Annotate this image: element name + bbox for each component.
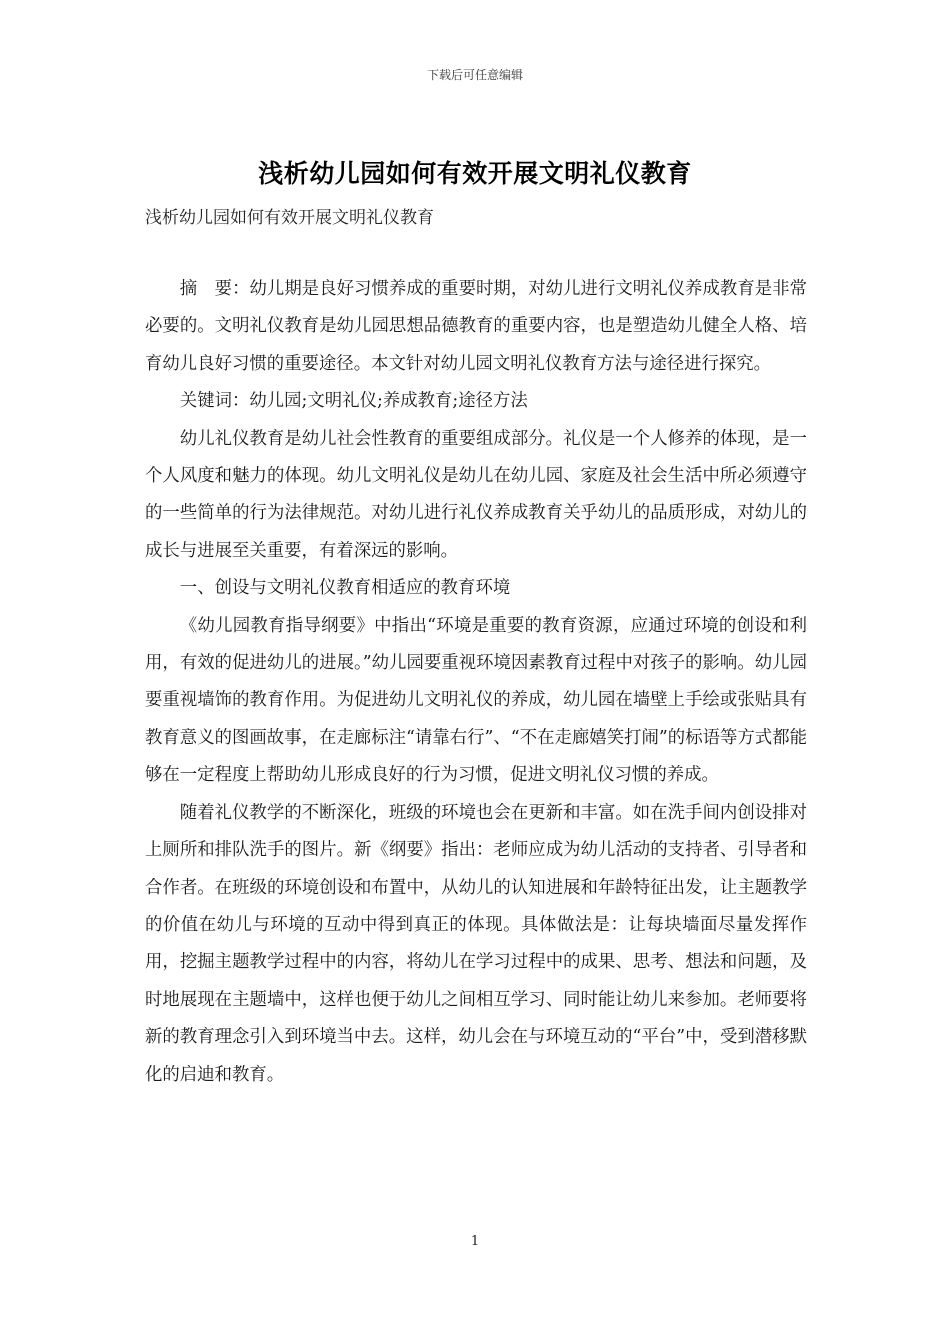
document-body xyxy=(145,271,807,1094)
document-subtitle: 浅析幼儿园如何有效开展文明礼仪教育 xyxy=(145,208,434,228)
document-title: 浅析幼儿园如何有效开展文明礼仪教育 xyxy=(258,159,692,188)
body-paragraph: 《幼儿园教育指导纲要》中指出“环境是重要的教育资源，应通过环境的创设和利用，有效的促进幼儿的进展。”幼儿园要重视环境因素教育过程中对孩子的影响。幼儿园要重视墙饰的教育作用。为促进幼儿文明礼仪的养成，幼儿园在墙壁上手绘或张贴具有教育意义的图画故事，在走廊标注“请靠右行”、“不在走廊嬉笑打闹”的标语等方式都能够在一定程度上帮助幼儿形成良好的行为习惯，促进文明礼仪习惯的养成。 xyxy=(145,615,807,786)
abstract-paragraph: 摘 要：幼儿期是良好习惯养成的重要时期，对幼儿进行文明礼仪养成教育是非常必要的。文明礼仪教育是幼儿园思想品德教育的重要内容，也是塑造幼儿健全人格、培育幼儿良好习惯的重要途径。本文针对幼儿园文明礼仪教育方法与途径进行探究。 xyxy=(145,279,807,374)
page-number: 1 xyxy=(470,1234,480,1249)
body-paragraph: 随着礼仪教学的不断深化，班级的环境也会在更新和丰富。如在洗手间内创设排对上厕所和排队洗手的图片。新《纲要》指出：老师应成为幼儿活动的支持者、引导者和合作者。在班级的环境创设和布置中，从幼儿的认知进展和年龄特征出发，让主题教学的价值在幼儿与环境的互动中得到真正的体现。具体做法是：让每块墙面尽量发挥作用，挖掘主题教学过程中的内容，将幼儿在学习过程中的成果、思考、想法和问题，及时地展现在主题墙中，这样也便于幼儿之间相互学习、同时能让幼儿来参加。老师要将新的教育理念引入到环境当中去。这样，幼儿会在与环境互动的“平台”中，受到潜移默化的启迪和教育。 xyxy=(145,802,807,1085)
intro-paragraph: 幼儿礼仪教育是幼儿社会性教育的重要组成部分。礼仪是一个人修养的体现，是一个人风度和魅力的体现。幼儿文明礼仪是幼儿在幼儿园、家庭及社会生活中所必须遵守的一些简单的行为法律规范。对幼儿进行礼仪养成教育关乎幼儿的品质形成，对幼儿的成长与进展至关重要，有着深远的影响。 xyxy=(145,428,807,561)
section-heading: 一、创设与文明礼仪教育相适应的教育环境 xyxy=(179,578,511,599)
keywords-paragraph: 关键词：幼儿园;文明礼仪;养成教育;途径方法 xyxy=(179,391,528,412)
header-note: 下载后可任意编辑 xyxy=(426,68,523,82)
